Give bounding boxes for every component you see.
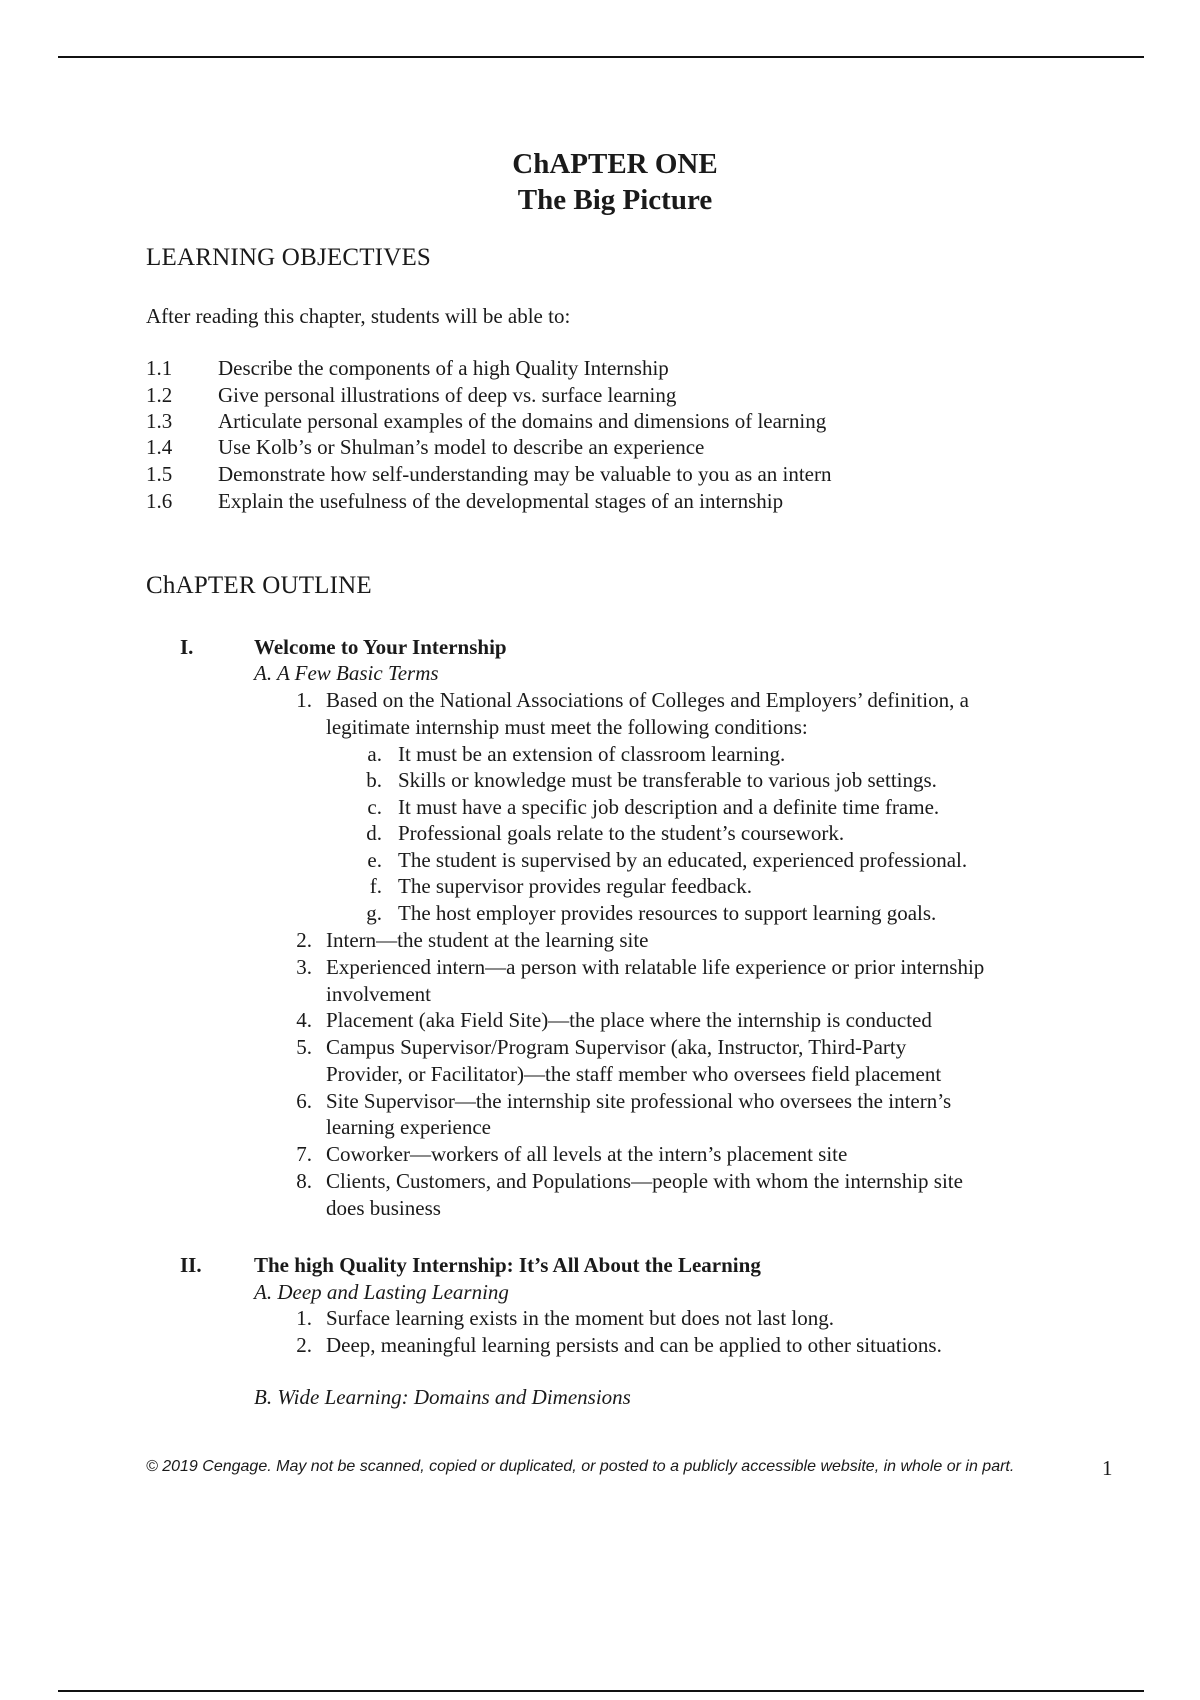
list-item-line: does business [326, 1196, 441, 1220]
subsection-heading: B. Wide Learning: Domains and Dimensions [254, 1385, 631, 1409]
section-title: Welcome to Your Internship [254, 635, 507, 659]
list-item-line: Deep, meaningful learning persists and can be applied to other situations. [326, 1333, 942, 1357]
list-item-line: learning experience [326, 1115, 491, 1139]
list-number: 8. [296, 1169, 312, 1193]
list-item-line: Placement (aka Field Site)—the place where the internship is conducted [326, 1008, 932, 1032]
chapter-outline-heading: ChAPTER OUTLINE [146, 572, 372, 599]
list-item-line: involvement [326, 982, 431, 1006]
objective-text: Demonstrate how self-understanding may be valuable to you as an intern [218, 462, 832, 486]
list-number: 2. [296, 928, 312, 952]
copyright-notice: © 2019 Cengage. May not be scanned, copied or duplicated, or posted to a publicly accessible website, in whole or in part. [146, 1458, 1015, 1475]
section-numeral: II. [180, 1253, 202, 1277]
list-number: 6. [296, 1089, 312, 1113]
list-item-line: Coworker—workers of all levels at the intern’s placement site [326, 1142, 848, 1166]
condition-letter: g. [366, 901, 382, 925]
list-item-line: legitimate internship must meet the following conditions: [326, 715, 808, 739]
condition-text: Skills or knowledge must be transferable to various job settings. [398, 768, 937, 792]
list-number: 3. [296, 955, 312, 979]
objective-number: 1.6 [146, 489, 173, 513]
condition-text: It must have a specific job description and a definite time frame. [398, 795, 940, 819]
objective-text: Give personal illustrations of deep vs. surface learning [218, 383, 677, 407]
section-numeral: I. [180, 635, 194, 659]
objective-text: Explain the usefulness of the developmental stages of an internship [218, 489, 784, 513]
learning-objectives-heading: LEARNING OBJECTIVES [146, 244, 432, 271]
condition-text: It must be an extension of classroom learning. [398, 742, 786, 766]
condition-letter: d. [366, 821, 382, 845]
list-number: 5. [296, 1035, 312, 1059]
chapter-title: The Big Picture [517, 184, 713, 216]
list-item-line: Site Supervisor—the internship site professional who oversees the intern’s [326, 1089, 952, 1113]
subsection-heading: A. A Few Basic Terms [254, 661, 439, 685]
condition-letter: c. [367, 795, 382, 819]
list-number: 1. [296, 688, 312, 712]
condition-text: The student is supervised by an educated, experienced professional. [398, 848, 968, 872]
list-number: 7. [296, 1142, 312, 1166]
bottom-rule [58, 1690, 1144, 1692]
subsection-heading: A. Deep and Lasting Learning [254, 1280, 509, 1304]
condition-letter: e. [367, 848, 382, 872]
objective-number: 1.3 [146, 409, 173, 433]
list-item-line: Based on the National Associations of Colleges and Employers’ definition, a [326, 688, 969, 712]
list-number: 1. [296, 1306, 312, 1330]
objective-number: 1.1 [146, 356, 173, 380]
list-item-line: Intern—the student at the learning site [326, 928, 649, 952]
objective-number: 1.5 [146, 462, 173, 486]
condition-text: The host employer provides resources to support learning goals. [398, 901, 937, 925]
objective-number: 1.4 [146, 435, 173, 459]
list-number: 2. [296, 1333, 312, 1357]
page-number: 1 [1102, 1456, 1113, 1480]
objective-text: Articulate personal examples of the domains and dimensions of learning [218, 409, 827, 433]
top-rule [58, 56, 1144, 58]
condition-letter: b. [366, 768, 382, 792]
condition-letter: f. [369, 874, 382, 898]
objective-number: 1.2 [146, 383, 173, 407]
condition-letter: a. [367, 742, 382, 766]
objective-text: Use Kolb’s or Shulman’s model to describe an experience [218, 435, 705, 459]
list-item-line: Surface learning exists in the moment but does not last long. [326, 1306, 834, 1330]
chapter-label: ChAPTER ONE [512, 148, 718, 180]
objectives-intro: After reading this chapter, students will be able to: [146, 304, 571, 328]
condition-text: Professional goals relate to the student’s coursework. [398, 821, 845, 845]
section-title: The high Quality Internship: It’s All About the Learning [254, 1253, 761, 1277]
list-number: 4. [296, 1008, 312, 1032]
condition-text: The supervisor provides regular feedback. [398, 874, 752, 898]
list-item-line: Provider, or Facilitator)—the staff member who oversees field placement [326, 1062, 942, 1086]
list-item-line: Clients, Customers, and Populations—people with whom the internship site [326, 1169, 963, 1193]
objective-text: Describe the components of a high Quality Internship [218, 356, 669, 380]
list-item-line: Experienced intern—a person with relatable life experience or prior internship [326, 955, 985, 979]
list-item-line: Campus Supervisor/Program Supervisor (aka, Instructor, Third-Party [326, 1035, 907, 1059]
